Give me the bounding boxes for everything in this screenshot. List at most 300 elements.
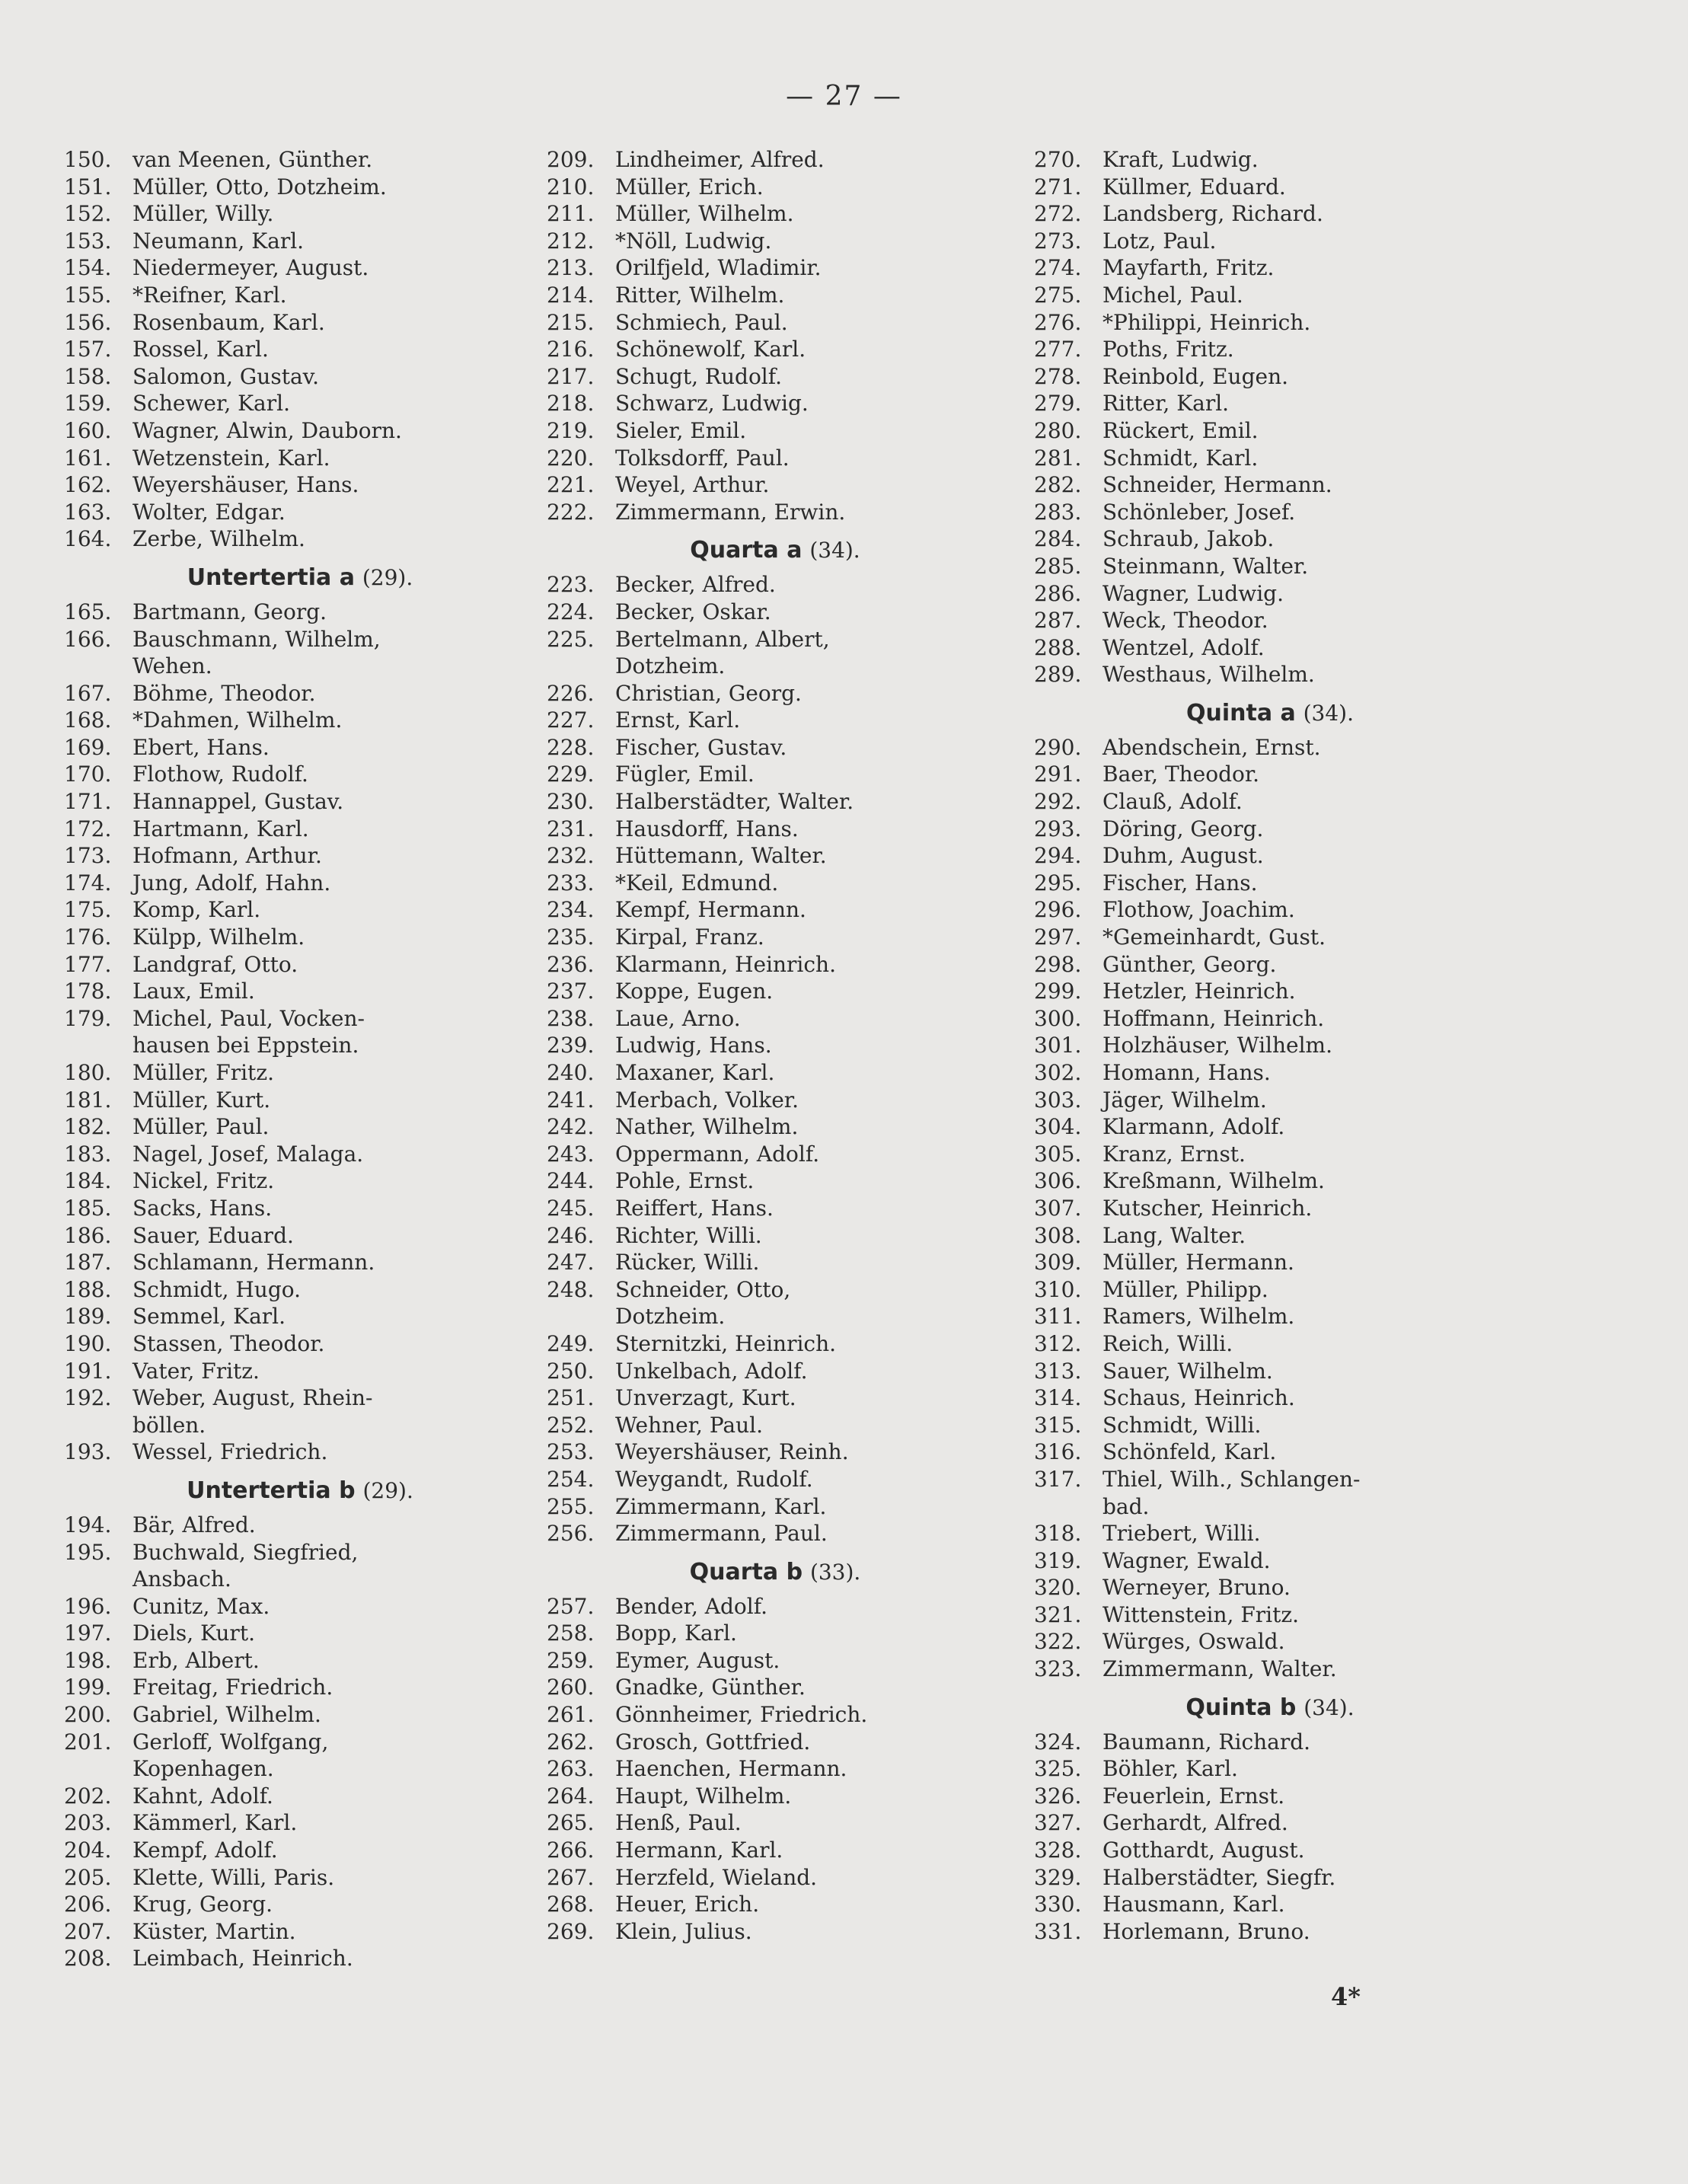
entry-name: Christian, Georg. xyxy=(615,680,802,706)
list-item xyxy=(1034,634,1506,662)
list-item xyxy=(1034,761,1506,788)
entry-number: 196. xyxy=(64,1593,112,1619)
entry-number: 213. xyxy=(547,255,595,281)
entry-name: Rückert, Emil. xyxy=(1102,417,1259,443)
section-name: Quinta a xyxy=(1185,699,1296,726)
list-item xyxy=(64,1945,536,1972)
entry-number: 274. xyxy=(1034,255,1082,281)
list-item xyxy=(64,924,536,951)
entry-name: Michel, Paul, Vocken- hausen bei Eppstein. xyxy=(132,1005,365,1058)
list-item xyxy=(1034,1628,1506,1656)
entry-number: 188. xyxy=(64,1276,112,1302)
entry-name: Zimmermann, Paul. xyxy=(615,1521,828,1547)
entry-name: Unverzagt, Kurt. xyxy=(615,1385,796,1411)
list-item xyxy=(1034,553,1506,580)
list-item xyxy=(1034,1059,1506,1087)
entry-number: 214. xyxy=(547,282,595,308)
entry-number: 257. xyxy=(547,1593,595,1619)
entry-name: Rücker, Willi. xyxy=(615,1250,760,1276)
entry-name: Sauer, Wilhelm. xyxy=(1102,1358,1273,1384)
entry-number: 331. xyxy=(1034,1918,1082,1944)
list-item xyxy=(547,1358,1004,1385)
list-item xyxy=(547,1837,1004,1864)
list-item xyxy=(1034,842,1506,870)
list-item xyxy=(64,336,536,363)
list-item xyxy=(547,417,1004,445)
entry-name: Schönewolf, Karl. xyxy=(615,337,806,362)
entry-number: 200. xyxy=(64,1702,112,1728)
entry-name: Schewer, Karl. xyxy=(132,391,290,417)
entry-name: Ritter, Karl. xyxy=(1102,391,1230,417)
entry-number: 310. xyxy=(1034,1276,1082,1302)
entry-name: Würges, Oswald. xyxy=(1102,1629,1285,1655)
class-section-heading xyxy=(64,1466,536,1512)
list-item xyxy=(1034,1384,1506,1412)
list-item xyxy=(64,1837,536,1864)
list-item xyxy=(64,707,536,734)
entry-number: 248. xyxy=(547,1276,595,1302)
list-item xyxy=(1034,363,1506,391)
entry-number: 154. xyxy=(64,255,112,281)
entry-number: 211. xyxy=(547,201,595,227)
entry-number: 189. xyxy=(64,1304,112,1330)
list-item xyxy=(1034,978,1506,1005)
list-item xyxy=(1034,1330,1506,1358)
entry-number: 295. xyxy=(1034,870,1082,896)
entry-name: Müller, Hermann. xyxy=(1102,1250,1294,1276)
entry-name: Jung, Adolf, Hahn. xyxy=(132,870,331,896)
list-item xyxy=(64,1891,536,1918)
entry-number: 290. xyxy=(1034,734,1082,760)
list-item xyxy=(547,1809,1004,1837)
list-item xyxy=(64,417,536,445)
list-item xyxy=(547,146,1004,174)
list-item xyxy=(547,599,1004,626)
entry-number: 228. xyxy=(547,734,595,760)
entry-number: 230. xyxy=(547,789,595,815)
entry-name: Wessel, Friedrich. xyxy=(132,1439,328,1465)
entry-name: Michel, Paul. xyxy=(1102,282,1243,308)
list-item xyxy=(64,1918,536,1946)
entry-name: Schönleber, Josef. xyxy=(1102,499,1296,525)
entry-name: Landsberg, Richard. xyxy=(1102,201,1323,227)
entry-name: Neumann, Karl. xyxy=(132,228,305,254)
section-name: Quinta b xyxy=(1185,1694,1297,1721)
entry-number: 220. xyxy=(547,445,595,471)
list-item xyxy=(64,309,536,337)
entry-name: *Nöll, Ludwig. xyxy=(615,228,772,254)
list-item xyxy=(64,1620,536,1647)
entry-name: Bopp, Karl. xyxy=(615,1620,737,1646)
entry-number: 168. xyxy=(64,707,112,733)
list-item xyxy=(1034,896,1506,924)
entry-name: Wittenstein, Fritz. xyxy=(1102,1601,1300,1627)
entry-name: Mayfarth, Fritz. xyxy=(1102,255,1275,281)
entry-number: 247. xyxy=(547,1250,595,1276)
entry-number: 245. xyxy=(547,1195,595,1221)
entry-number: 162. xyxy=(64,472,112,498)
entry-name: Schneider, Otto, Dotzheim. xyxy=(615,1276,791,1330)
list-item xyxy=(547,761,1004,788)
list-item xyxy=(547,1412,1004,1439)
list-item xyxy=(1034,282,1506,309)
entry-number: 221. xyxy=(547,472,595,498)
entry-name: Zimmermann, Karl. xyxy=(615,1493,827,1519)
entry-name: Kämmerl, Karl. xyxy=(132,1810,298,1836)
entry-number: 152. xyxy=(64,201,112,227)
entry-name: Schlamann, Hermann. xyxy=(132,1250,375,1276)
list-item xyxy=(64,1783,536,1810)
entry-name: Hausmann, Karl. xyxy=(1102,1892,1285,1917)
entry-number: 173. xyxy=(64,843,112,869)
entry-name: Richter, Willi. xyxy=(615,1222,762,1248)
entry-name: Salomon, Gustav. xyxy=(132,363,320,389)
entry-number: 233. xyxy=(547,870,595,896)
list-item xyxy=(64,174,536,201)
list-item xyxy=(64,842,536,870)
entry-name: Schaus, Heinrich. xyxy=(1102,1385,1295,1411)
entry-name: Sauer, Eduard. xyxy=(132,1222,294,1248)
entry-number: 299. xyxy=(1034,979,1082,1004)
entry-number: 302. xyxy=(1034,1060,1082,1085)
list-item xyxy=(64,1330,536,1358)
list-item xyxy=(1034,417,1506,445)
entry-number: 244. xyxy=(547,1168,595,1194)
list-item xyxy=(1034,816,1506,843)
entry-number: 315. xyxy=(1034,1412,1082,1438)
entry-number: 267. xyxy=(547,1864,595,1890)
entry-name: Schwarz, Ludwig. xyxy=(615,391,809,417)
entry-name: Zimmermann, Erwin. xyxy=(615,499,846,525)
entry-name: Schmidt, Karl. xyxy=(1102,445,1259,471)
entry-name: Döring, Georg. xyxy=(1102,816,1264,841)
entry-number: 307. xyxy=(1034,1195,1082,1221)
entry-name: Bertelmann, Albert, Dotzheim. xyxy=(615,626,830,679)
entry-number: 292. xyxy=(1034,789,1082,815)
list-item xyxy=(1034,1864,1506,1892)
list-item xyxy=(1034,924,1506,951)
list-item xyxy=(64,471,536,499)
entry-number: 262. xyxy=(547,1729,595,1755)
list-item xyxy=(1034,1032,1506,1059)
entry-number: 176. xyxy=(64,924,112,950)
entry-name: Müller, Otto, Dotzheim. xyxy=(132,174,387,200)
entry-number: 246. xyxy=(547,1222,595,1248)
entry-number: 175. xyxy=(64,897,112,923)
entry-number: 195. xyxy=(64,1539,112,1565)
list-item xyxy=(64,1087,536,1114)
entry-name: Ernst, Karl. xyxy=(615,707,741,733)
entry-number: 327. xyxy=(1034,1810,1082,1836)
entry-name: Müller, Philipp. xyxy=(1102,1276,1268,1302)
list-item xyxy=(547,1276,1004,1330)
entry-name: Landgraf, Otto. xyxy=(132,951,298,977)
entry-number: 209. xyxy=(547,147,595,172)
entry-number: 269. xyxy=(547,1918,595,1944)
list-item xyxy=(547,1783,1004,1810)
entry-number: 222. xyxy=(547,499,595,525)
list-item xyxy=(64,1059,536,1087)
entry-name: Vater, Fritz. xyxy=(132,1358,260,1384)
entry-number: 226. xyxy=(547,680,595,706)
entry-name: *Reifner, Karl. xyxy=(132,282,287,308)
list-item xyxy=(547,1249,1004,1276)
list-item xyxy=(547,1520,1004,1547)
entry-name: Stassen, Theodor. xyxy=(132,1330,325,1356)
entry-number: 320. xyxy=(1034,1575,1082,1601)
list-item xyxy=(547,571,1004,599)
list-item xyxy=(1034,734,1506,762)
entry-name: Reinbold, Eugen. xyxy=(1102,363,1289,389)
entry-number: 197. xyxy=(64,1620,112,1646)
entry-number: 287. xyxy=(1034,608,1082,634)
entry-name: Herzfeld, Wieland. xyxy=(615,1864,818,1890)
entry-name: Erb, Albert. xyxy=(132,1647,260,1673)
entry-name: Müller, Erich. xyxy=(615,174,764,200)
entry-number: 313. xyxy=(1034,1358,1082,1384)
class-section-heading xyxy=(1034,688,1506,734)
entry-number: 235. xyxy=(547,924,595,950)
page-number: — 27 — xyxy=(786,81,902,112)
entry-number: 319. xyxy=(1034,1547,1082,1573)
entry-number: 255. xyxy=(547,1493,595,1519)
entry-number: 187. xyxy=(64,1250,112,1276)
entry-number: 249. xyxy=(547,1330,595,1356)
entry-number: 252. xyxy=(547,1412,595,1438)
entry-number: 296. xyxy=(1034,897,1082,923)
entry-name: Flothow, Rudolf. xyxy=(132,762,308,787)
entry-number: 223. xyxy=(547,572,595,598)
entry-number: 312. xyxy=(1034,1330,1082,1356)
entry-number: 215. xyxy=(547,309,595,335)
entry-name: Kraft, Ludwig. xyxy=(1102,147,1259,172)
entry-name: Bender, Adolf. xyxy=(615,1593,768,1619)
entry-name: Lang, Walter. xyxy=(1102,1222,1246,1248)
entry-number: 183. xyxy=(64,1141,112,1167)
entry-number: 317. xyxy=(1034,1466,1082,1492)
entry-number: 199. xyxy=(64,1675,112,1700)
entry-number: 169. xyxy=(64,734,112,760)
entry-name: Abendschein, Ernst. xyxy=(1102,734,1321,760)
list-item xyxy=(1034,228,1506,255)
entry-number: 294. xyxy=(1034,843,1082,869)
entry-name: Kranz, Ernst. xyxy=(1102,1141,1246,1167)
entry-name: Schneider, Hermann. xyxy=(1102,472,1332,498)
entry-number: 243. xyxy=(547,1141,595,1167)
entry-name: Ramers, Wilhelm. xyxy=(1102,1304,1295,1330)
list-item xyxy=(64,1005,536,1059)
entry-number: 201. xyxy=(64,1729,112,1755)
section-count: (34). xyxy=(1303,1694,1355,1720)
list-item xyxy=(1034,1783,1506,1810)
list-item xyxy=(1034,336,1506,363)
list-item xyxy=(64,1167,536,1195)
entry-name: Klein, Julius. xyxy=(615,1918,752,1944)
entry-name: Küster, Martin. xyxy=(132,1918,296,1944)
entry-number: 216. xyxy=(547,337,595,362)
entry-name: Koppe, Eugen. xyxy=(615,979,774,1004)
list-item xyxy=(547,1330,1004,1358)
entry-number: 242. xyxy=(547,1114,595,1140)
list-item xyxy=(64,816,536,843)
entry-name: Müller, Kurt. xyxy=(132,1087,271,1113)
list-item xyxy=(547,1195,1004,1222)
entry-name: *Philippi, Heinrich. xyxy=(1102,309,1311,335)
entry-name: Schmidt, Hugo. xyxy=(132,1276,302,1302)
entry-number: 260. xyxy=(547,1675,595,1700)
entry-number: 238. xyxy=(547,1005,595,1031)
entry-number: 300. xyxy=(1034,1005,1082,1031)
list-item xyxy=(1034,1601,1506,1629)
entry-name: Eymer, August. xyxy=(615,1647,780,1673)
entry-name: Becker, Oskar. xyxy=(615,599,771,624)
entry-name: Klarmann, Adolf. xyxy=(1102,1114,1285,1140)
entry-number: 279. xyxy=(1034,391,1082,417)
list-item xyxy=(1034,951,1506,979)
list-item xyxy=(64,499,536,526)
entry-number: 308. xyxy=(1034,1222,1082,1248)
list-item xyxy=(1034,1574,1506,1601)
list-item xyxy=(547,951,1004,979)
entry-number: 159. xyxy=(64,391,112,417)
entry-name: Kutscher, Heinrich. xyxy=(1102,1195,1313,1221)
entry-number: 326. xyxy=(1034,1783,1082,1809)
entry-name: Sternitzki, Heinrich. xyxy=(615,1330,837,1356)
list-item xyxy=(64,1358,536,1385)
entry-number: 192. xyxy=(64,1385,112,1411)
section-name: Untertertia a xyxy=(187,564,355,591)
entry-name: Hoffmann, Heinrich. xyxy=(1102,1005,1325,1031)
list-item xyxy=(1034,445,1506,472)
entry-name: Weber, August, Rhein- böllen. xyxy=(132,1385,373,1438)
entry-name: Bartmann, Georg. xyxy=(132,599,327,624)
entry-number: 229. xyxy=(547,762,595,787)
list-item xyxy=(547,1384,1004,1412)
entry-name: Gerloff, Wolfgang, Kopenhagen. xyxy=(132,1729,329,1782)
list-item xyxy=(64,390,536,417)
list-item xyxy=(64,445,536,472)
list-item xyxy=(64,1539,536,1593)
entry-number: 185. xyxy=(64,1195,112,1221)
list-item xyxy=(547,499,1004,526)
entry-name: Ritter, Wilhelm. xyxy=(615,282,785,308)
entry-number: 206. xyxy=(64,1892,112,1917)
section-name: Untertertia b xyxy=(187,1477,356,1504)
entry-name: Feuerlein, Ernst. xyxy=(1102,1783,1285,1809)
list-item xyxy=(1034,580,1506,608)
list-item xyxy=(1034,1656,1506,1683)
entry-name: Tolksdorff, Paul. xyxy=(615,445,790,471)
list-item xyxy=(547,1864,1004,1892)
entry-number: 163. xyxy=(64,499,112,525)
entry-name: Rossel, Karl. xyxy=(132,337,269,362)
entry-number: 263. xyxy=(547,1756,595,1782)
entry-number: 225. xyxy=(547,626,595,652)
entry-number: 304. xyxy=(1034,1114,1082,1140)
entry-name: Unkelbach, Adolf. xyxy=(615,1358,808,1384)
list-item xyxy=(64,200,536,228)
list-item xyxy=(547,1438,1004,1466)
entry-name: Baer, Theodor. xyxy=(1102,762,1260,787)
entry-name: Nather, Wilhelm. xyxy=(615,1114,799,1140)
list-item xyxy=(1034,1276,1506,1304)
entry-number: 293. xyxy=(1034,816,1082,841)
list-item xyxy=(1034,1113,1506,1141)
entry-number: 275. xyxy=(1034,282,1082,308)
list-item xyxy=(64,1113,536,1141)
entry-name: Diels, Kurt. xyxy=(132,1620,255,1646)
entry-number: 280. xyxy=(1034,417,1082,443)
entry-name: Duhm, August. xyxy=(1102,843,1264,869)
list-item xyxy=(547,680,1004,707)
entry-number: 251. xyxy=(547,1385,595,1411)
list-item xyxy=(64,870,536,897)
entry-name: Schmidt, Willi. xyxy=(1102,1412,1262,1438)
section-count: (33). xyxy=(809,1559,861,1585)
entry-name: Schugt, Rudolf. xyxy=(615,363,783,389)
entry-number: 305. xyxy=(1034,1141,1082,1167)
entry-number: 178. xyxy=(64,979,112,1004)
list-item xyxy=(64,599,536,626)
entry-name: Hartmann, Karl. xyxy=(132,816,309,841)
list-item xyxy=(64,228,536,255)
list-item xyxy=(64,1276,536,1304)
entry-name: Clauß, Adolf. xyxy=(1102,789,1243,815)
entry-number: 288. xyxy=(1034,634,1082,660)
entry-name: Fischer, Gustav. xyxy=(615,734,787,760)
entry-number: 203. xyxy=(64,1810,112,1836)
entry-number: 172. xyxy=(64,816,112,841)
list-item xyxy=(1034,174,1506,201)
entry-name: Sacks, Hans. xyxy=(132,1195,273,1221)
list-item xyxy=(547,896,1004,924)
list-item xyxy=(64,761,536,788)
entry-number: 309. xyxy=(1034,1250,1082,1276)
entry-name: Schmiech, Paul. xyxy=(615,309,788,335)
list-item xyxy=(1034,309,1506,337)
entry-number: 193. xyxy=(64,1439,112,1465)
list-item xyxy=(64,1222,536,1250)
entry-name: Weck, Theodor. xyxy=(1102,608,1268,634)
list-item xyxy=(1034,1087,1506,1114)
list-item xyxy=(64,1249,536,1276)
list-item xyxy=(64,1674,536,1701)
entry-number: 224. xyxy=(547,599,595,624)
entry-number: 258. xyxy=(547,1620,595,1646)
entry-name: Sieler, Emil. xyxy=(615,417,747,443)
entry-name: Orilfjeld, Wladimir. xyxy=(615,255,822,281)
entry-number: 264. xyxy=(547,1783,595,1809)
entry-number: 153. xyxy=(64,228,112,254)
entry-number: 155. xyxy=(64,282,112,308)
entry-name: Cunitz, Max. xyxy=(132,1593,270,1619)
list-item xyxy=(64,734,536,762)
list-item xyxy=(547,1755,1004,1783)
list-item xyxy=(1034,1249,1506,1276)
entry-name: Haupt, Wilhelm. xyxy=(615,1783,792,1809)
entry-name: Westhaus, Wilhelm. xyxy=(1102,662,1315,688)
class-section-heading xyxy=(547,1547,1004,1593)
entry-number: 283. xyxy=(1034,499,1082,525)
entry-name: Krug, Georg. xyxy=(132,1892,273,1917)
sheet-signature: 4* xyxy=(1331,1982,1361,2011)
entry-number: 204. xyxy=(64,1838,112,1863)
list-item xyxy=(1034,1141,1506,1168)
list-item xyxy=(547,1647,1004,1675)
entry-name: Wentzel, Adolf. xyxy=(1102,634,1265,660)
section-name: Quarta a xyxy=(690,537,803,564)
entry-number: 219. xyxy=(547,417,595,443)
